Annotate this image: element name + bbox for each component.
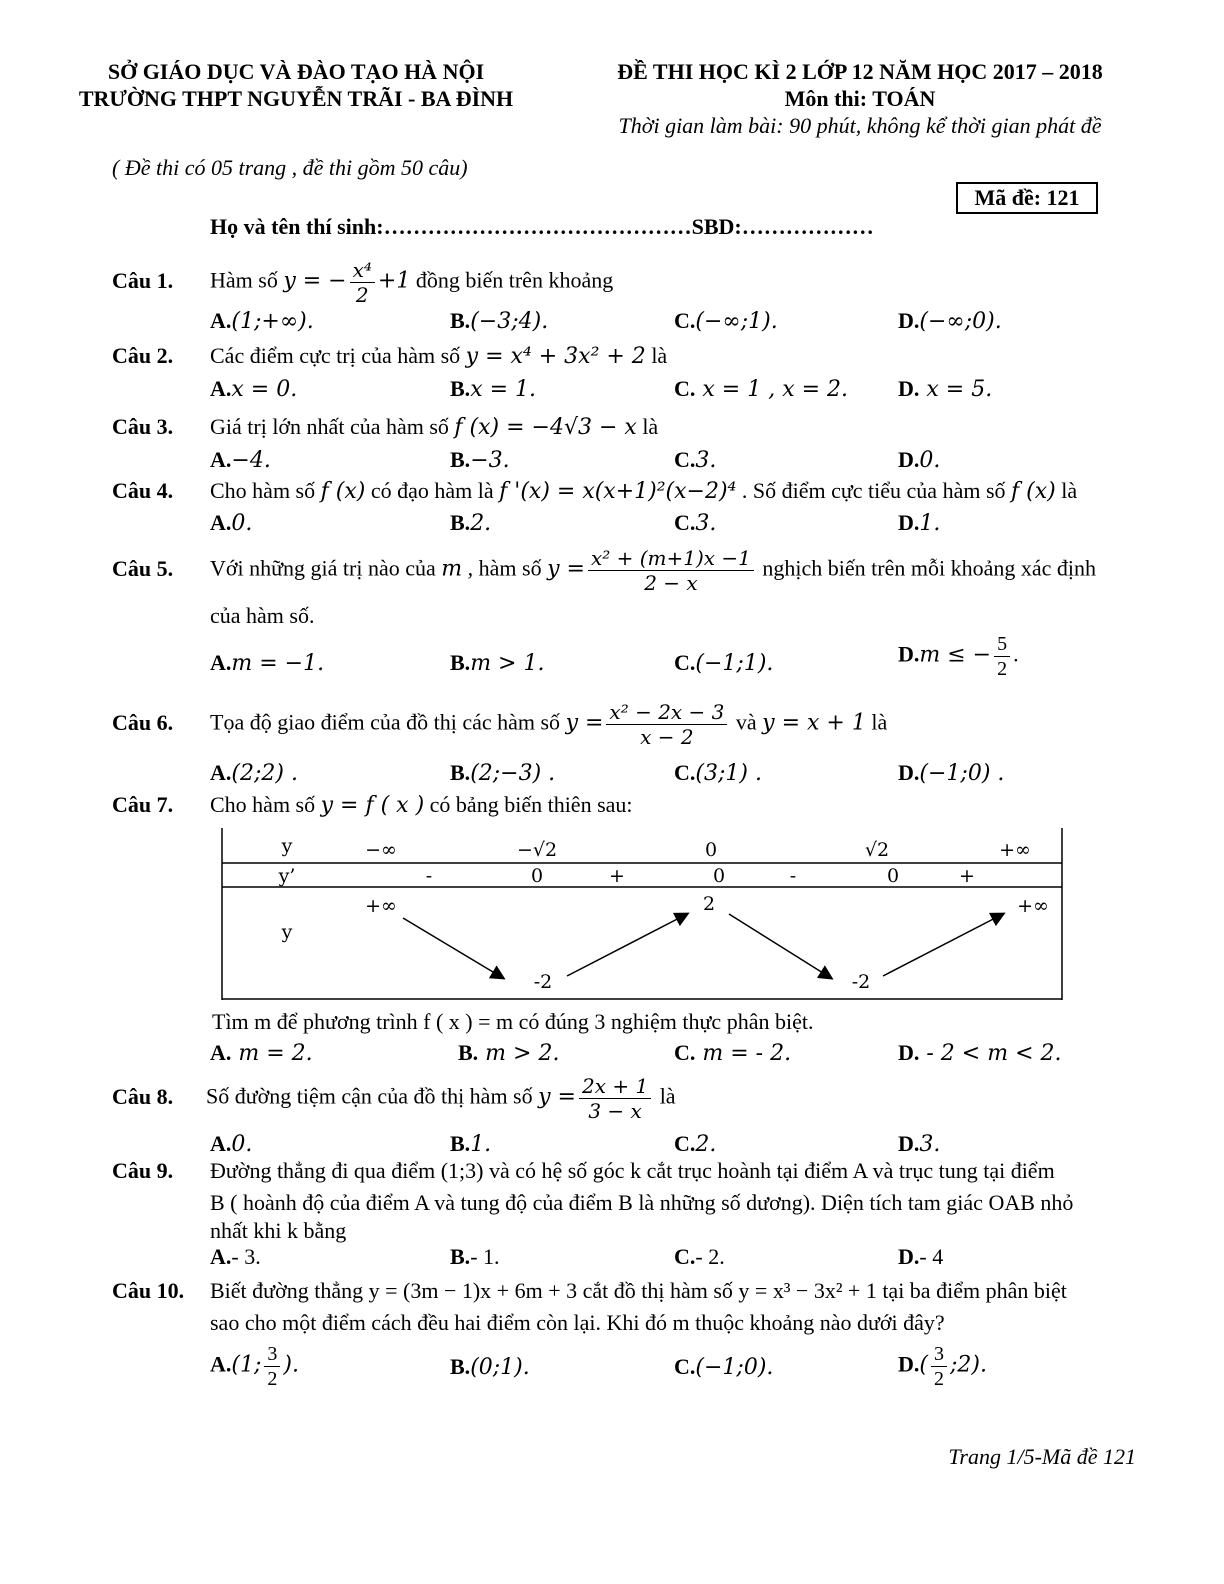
- option-b[interactable]: [450, 376, 536, 402]
- question-3: [112, 414, 658, 440]
- derivative-sign: -: [425, 865, 433, 887]
- option-letter: D.: [898, 308, 920, 333]
- question-number: Câu 1.: [112, 267, 174, 293]
- y-value: -2: [533, 971, 553, 993]
- row-label-x: y: [281, 835, 293, 857]
- option-letter: A.: [210, 1351, 232, 1377]
- option-text: 3.: [695, 511, 717, 536]
- numerator: x⁴: [350, 258, 375, 283]
- derivative-sign: +: [609, 865, 625, 887]
- option-letter: D.: [898, 447, 920, 472]
- fraction: [606, 700, 727, 749]
- math-expr: f '(x) = x(x+1)²(x−2)⁴: [499, 479, 737, 504]
- option-letter: B.: [450, 1244, 471, 1269]
- options-7: [210, 1040, 1140, 1070]
- option-text: ).: [283, 1352, 299, 1378]
- option-letter: B.: [458, 1040, 479, 1065]
- option-a[interactable]: [210, 1342, 299, 1391]
- question-6: [112, 700, 887, 749]
- question-text: là: [636, 414, 659, 439]
- question-text: có đạo hàm là: [365, 478, 500, 503]
- fraction: [588, 546, 754, 595]
- options-3: [210, 447, 1140, 477]
- option-text: (−1;0).: [695, 1355, 774, 1380]
- option-letter: C.: [674, 650, 696, 675]
- option-letter: C.: [674, 376, 696, 401]
- option-text: 3.: [695, 448, 717, 473]
- derivative-sign: +: [959, 865, 975, 887]
- question-text: Giá trị lớn nhất của hàm số: [210, 414, 455, 439]
- option-letter: A.: [210, 1244, 232, 1269]
- option-text: (3;1) .: [695, 761, 762, 786]
- option-text: −3.: [470, 448, 510, 473]
- x-value: −∞: [365, 839, 397, 861]
- question-9-line-3: nhất khi k bằng: [210, 1218, 347, 1243]
- option-letter: A.: [210, 650, 232, 675]
- question-text: và: [730, 709, 763, 735]
- option-c[interactable]: [674, 447, 716, 473]
- exam-duration: Thời gian làm bài: 90 phút, không kể thời gian phát đề: [618, 113, 1102, 138]
- options-2: [210, 376, 1140, 406]
- question-text: , hàm số: [462, 555, 548, 581]
- option-a[interactable]: [210, 1131, 252, 1157]
- numerator: 3: [264, 1342, 280, 1367]
- option-letter: B.: [450, 1354, 471, 1379]
- y-value: -2: [851, 971, 871, 993]
- student-info-line: Họ và tên thí sinh:……………………………………SBD:………………: [210, 214, 874, 239]
- option-text: 0.: [231, 511, 253, 536]
- option-text: (0;1).: [470, 1355, 530, 1380]
- math-expr: y =: [547, 556, 585, 582]
- math-expr: y =: [538, 1084, 576, 1110]
- option-c[interactable]: [674, 510, 716, 536]
- x-value: √2: [864, 839, 890, 861]
- question-text: Các điểm cực trị của hàm số: [210, 343, 466, 368]
- option-a[interactable]: [210, 376, 297, 402]
- math-expr: y =: [565, 710, 604, 736]
- numerator: 2x + 1: [579, 1074, 651, 1099]
- math-expr: +1: [377, 268, 411, 294]
- option-letter: C.: [674, 308, 696, 333]
- y-value: 2: [702, 893, 716, 915]
- derivative-sign: 0: [712, 865, 726, 887]
- option-text: (1;+∞).: [231, 309, 314, 334]
- option-a[interactable]: [210, 1244, 261, 1270]
- option-d[interactable]: [898, 1342, 987, 1391]
- denominator: 2: [997, 658, 1008, 680]
- derivative-sign: -: [789, 865, 797, 887]
- question-text: là: [654, 1083, 676, 1109]
- question-10-line-2: sao cho một điểm cách đều hai điểm còn lại. Khi đó m thuộc khoảng nào dưới đây?: [210, 1310, 945, 1335]
- question-4: [112, 478, 1077, 504]
- option-d[interactable]: [898, 760, 1004, 786]
- question-8: [112, 1074, 676, 1123]
- option-c[interactable]: [674, 650, 773, 676]
- option-text: m > 2.: [478, 1041, 560, 1066]
- option-a[interactable]: [210, 308, 314, 334]
- option-letter: D.: [898, 641, 920, 667]
- options-9: [210, 1244, 1140, 1274]
- option-text: (2;2) .: [231, 761, 298, 786]
- math-expr: y = −: [283, 268, 347, 294]
- options-1: [210, 308, 1140, 338]
- option-text: (1;: [231, 1352, 262, 1378]
- option-letter: A.: [210, 447, 232, 472]
- option-text: - 2.: [695, 1244, 725, 1269]
- question-text: nghịch biến trên mỗi khoảng xác định: [756, 555, 1097, 581]
- math-expr: m: [441, 556, 463, 582]
- question-number: Câu 3.: [112, 414, 174, 439]
- option-text: x = 1 , x = 2.: [695, 377, 849, 402]
- question-text: . Số điểm cực tiểu của hàm số: [736, 478, 1012, 503]
- question-number: Câu 6.: [112, 709, 174, 735]
- option-b[interactable]: [450, 1354, 530, 1380]
- derivative-sign: 0: [886, 865, 900, 887]
- option-letter: C.: [674, 1244, 696, 1269]
- option-d[interactable]: [898, 308, 1002, 334]
- question-2: [112, 343, 667, 369]
- option-text: (−∞;0).: [919, 309, 1002, 334]
- question-text: có bảng biến thiên sau:: [424, 792, 633, 817]
- option-c[interactable]: [674, 1040, 791, 1066]
- exam-subject: Môn thi: TOÁN: [784, 86, 936, 111]
- option-text: (−3;4).: [470, 309, 549, 334]
- department-name: SỞ GIÁO DỤC VÀ ĐÀO TẠO HÀ NỘI: [107, 59, 485, 84]
- option-letter: A.: [210, 760, 232, 785]
- question-5: [112, 546, 1096, 595]
- option-letter: C.: [674, 760, 696, 785]
- option-letter: A.: [210, 510, 232, 535]
- option-letter: C.: [674, 1354, 696, 1379]
- option-b[interactable]: [458, 1040, 559, 1066]
- math-expr: y = x + 1: [762, 710, 866, 736]
- row-label-y: y: [281, 921, 293, 943]
- decrease-arrow: [403, 918, 503, 978]
- option-text: 2.: [695, 1132, 717, 1157]
- question-text: Với những giá trị nào của: [210, 555, 442, 581]
- option-b[interactable]: [450, 447, 510, 473]
- option-text: 1.: [470, 1132, 492, 1157]
- fraction: [350, 258, 375, 307]
- question-number: Câu 9.: [112, 1158, 174, 1183]
- numerator: 5: [994, 632, 1010, 657]
- option-text: 3.: [919, 1132, 941, 1157]
- decrease-arrow: [729, 914, 831, 978]
- question-9: [112, 1158, 1055, 1184]
- question-text: Cho hàm số: [210, 478, 321, 503]
- option-text: −4.: [231, 448, 271, 473]
- option-a[interactable]: [210, 1040, 313, 1066]
- fraction: [931, 1342, 947, 1391]
- increase-arrow: [883, 914, 1003, 976]
- option-letter: C.: [674, 1040, 696, 1065]
- option-text: (−∞;1).: [695, 309, 778, 334]
- option-text: .: [1013, 641, 1019, 667]
- option-text: (−1;0) .: [919, 761, 1005, 786]
- question-10: [112, 1278, 1067, 1304]
- option-d[interactable]: [898, 632, 1019, 681]
- option-letter: D.: [898, 1351, 920, 1377]
- option-letter: D.: [898, 1131, 920, 1156]
- question-number: Câu 8.: [112, 1083, 174, 1109]
- option-text: - 2 < m < 2.: [919, 1041, 1062, 1066]
- question-text: Đường thẳng đi qua điểm (1;3) và có hệ số góc k cắt trục hoành tại điểm A và trục tung tại điểm: [210, 1158, 1055, 1183]
- denominator: 2: [267, 1368, 278, 1390]
- option-text: x = 5.: [919, 377, 993, 402]
- option-text: (−1;1).: [695, 651, 774, 676]
- option-d[interactable]: [898, 1131, 940, 1157]
- options-10: [210, 1342, 1140, 1390]
- math-expr: f (x): [1011, 479, 1056, 504]
- option-letter: B.: [450, 1131, 471, 1156]
- question-5-continuation: của hàm số.: [210, 603, 315, 628]
- x-value: +∞: [999, 839, 1031, 861]
- fraction: [264, 1342, 280, 1391]
- question-text: Biết đường thẳng y = (3m − 1)x + 6m + 3 cắt đồ thị hàm số y = x³ − 3x² + 1 tại ba điểm phân biệt: [210, 1278, 1067, 1303]
- option-text: 1.: [919, 511, 941, 536]
- fraction: [994, 632, 1010, 681]
- question-number: Câu 5.: [112, 555, 174, 581]
- option-letter: A.: [210, 376, 232, 401]
- question-number: Câu 2.: [112, 343, 174, 368]
- option-letter: D.: [898, 760, 920, 785]
- denominator: 2: [933, 1368, 944, 1390]
- question-text: là: [865, 709, 888, 735]
- x-value: 0: [704, 839, 718, 861]
- question-text: đồng biến trên khoảng: [410, 267, 614, 293]
- math-expr: f (x): [320, 479, 366, 504]
- options-4: [210, 510, 1140, 540]
- increase-arrow: [567, 914, 687, 976]
- option-text: m = 2.: [231, 1041, 313, 1066]
- question-text: Tọa độ giao điểm của đồ thị các hàm số: [210, 709, 566, 735]
- exam-note: ( Đề thi có 05 trang , đề thi gồm 50 câu): [112, 155, 468, 180]
- option-d[interactable]: [898, 510, 940, 536]
- option-text: - 1.: [470, 1244, 500, 1269]
- numerator: x² + (m+1)x −1: [588, 546, 754, 571]
- option-d[interactable]: [898, 1244, 943, 1270]
- school-header: [46, 58, 546, 112]
- question-number: Câu 7.: [112, 792, 174, 817]
- numerator: x² − 2x − 3: [606, 700, 727, 725]
- option-c[interactable]: [674, 376, 848, 402]
- option-a[interactable]: [210, 760, 298, 786]
- question-number: Câu 10.: [112, 1278, 185, 1303]
- math-expr: y = f ( x ): [320, 793, 425, 818]
- variation-table-graphic: [221, 828, 1063, 1000]
- option-text: x = 1.: [470, 377, 537, 402]
- option-text: m ≤ −: [919, 642, 992, 668]
- y-value: +∞: [365, 895, 397, 917]
- option-letter: C.: [674, 447, 696, 472]
- numerator: 3: [931, 1342, 947, 1367]
- option-letter: C.: [674, 1131, 696, 1156]
- math-expr: y = x⁴ + 3x² + 2: [465, 344, 646, 369]
- option-letter: B.: [450, 650, 471, 675]
- option-text: - 3.: [231, 1244, 261, 1269]
- question-9-line-2: B ( hoành độ của điểm A và tung độ của điểm B là những số dương). Diện tích tam giác OAB nhỏ: [210, 1190, 1074, 1215]
- denominator: 2 − x: [644, 571, 698, 595]
- option-text: 0.: [231, 1132, 253, 1157]
- options-5: [210, 633, 1140, 680]
- option-d[interactable]: [898, 1040, 1062, 1066]
- option-text: 2.: [470, 511, 492, 536]
- option-a[interactable]: [210, 650, 324, 676]
- derivative-sign: 0: [530, 865, 544, 887]
- exam-code-box: Mã đề: 121: [956, 182, 1098, 214]
- page-footer: Trang 1/5-Mã đề 121: [948, 1444, 1136, 1469]
- option-letter: A.: [210, 308, 232, 333]
- exam-title: ĐỀ THI HỌC KÌ 2 LỚP 12 NĂM HỌC 2017 – 2018: [617, 59, 1103, 84]
- option-b[interactable]: [450, 760, 555, 786]
- option-text: 0.: [919, 448, 941, 473]
- option-text: m = −1.: [231, 651, 325, 676]
- option-letter: D.: [898, 510, 920, 535]
- option-letter: B.: [450, 447, 471, 472]
- options-6: [210, 760, 1140, 790]
- option-letter: C.: [674, 510, 696, 535]
- option-c[interactable]: [674, 1354, 773, 1380]
- denominator: x − 2: [640, 725, 694, 749]
- option-text: - 4: [919, 1244, 944, 1269]
- y-value: +∞: [1017, 895, 1049, 917]
- exam-header: [560, 58, 1160, 139]
- math-expr: f (x) = −4√3 − x: [454, 415, 637, 440]
- option-b[interactable]: [450, 510, 491, 536]
- option-letter: D.: [898, 1040, 920, 1065]
- option-c[interactable]: [674, 760, 762, 786]
- denominator: 2: [355, 283, 369, 307]
- question-1: [112, 258, 613, 307]
- row-label-derivative: y’: [278, 865, 296, 887]
- question-text: là: [1055, 478, 1078, 503]
- option-letter: B.: [450, 510, 471, 535]
- option-letter: B.: [450, 376, 471, 401]
- option-b[interactable]: [450, 1131, 491, 1157]
- option-text: m = - 2.: [695, 1041, 792, 1066]
- denominator: 3 − x: [588, 1099, 642, 1123]
- option-a[interactable]: [210, 510, 252, 536]
- school-name: TRƯỜNG THPT NGUYỄN TRÃI - BA ĐÌNH: [78, 86, 514, 111]
- question-number: Câu 4.: [112, 478, 174, 503]
- question-text: là: [645, 343, 668, 368]
- option-b[interactable]: [450, 1244, 500, 1270]
- option-letter: D.: [898, 376, 920, 401]
- option-a[interactable]: [210, 447, 271, 473]
- question-text: Cho hàm số: [210, 792, 321, 817]
- option-c[interactable]: [674, 1244, 725, 1270]
- x-value: −√2: [516, 839, 558, 861]
- fraction: [579, 1074, 651, 1123]
- option-letter: D.: [898, 1244, 920, 1269]
- option-text: m > 1.: [470, 651, 545, 676]
- question-7-continuation: Tìm m để phương trình f ( x ) = m có đúng 3 nghiệm thực phân biệt.: [212, 1009, 814, 1034]
- option-d[interactable]: [898, 447, 940, 473]
- option-c[interactable]: [674, 1131, 716, 1157]
- variation-table: [221, 828, 1063, 1000]
- option-b[interactable]: [450, 308, 548, 334]
- option-text: (: [919, 1352, 928, 1378]
- option-letter: A.: [210, 1131, 232, 1156]
- option-letter: B.: [450, 760, 471, 785]
- question-text: Hàm số: [210, 267, 284, 293]
- option-letter: A.: [210, 1040, 232, 1065]
- question-text: Số đường tiệm cận của đồ thị hàm số: [206, 1083, 539, 1109]
- option-text: (2;−3) .: [470, 761, 556, 786]
- option-d[interactable]: [898, 376, 992, 402]
- option-b[interactable]: [450, 650, 544, 676]
- option-text: ;2).: [949, 1352, 987, 1378]
- options-8: [210, 1131, 1140, 1161]
- option-letter: B.: [450, 308, 471, 333]
- option-c[interactable]: [674, 308, 778, 334]
- option-text: x = 0.: [231, 377, 298, 402]
- question-7: [112, 792, 633, 818]
